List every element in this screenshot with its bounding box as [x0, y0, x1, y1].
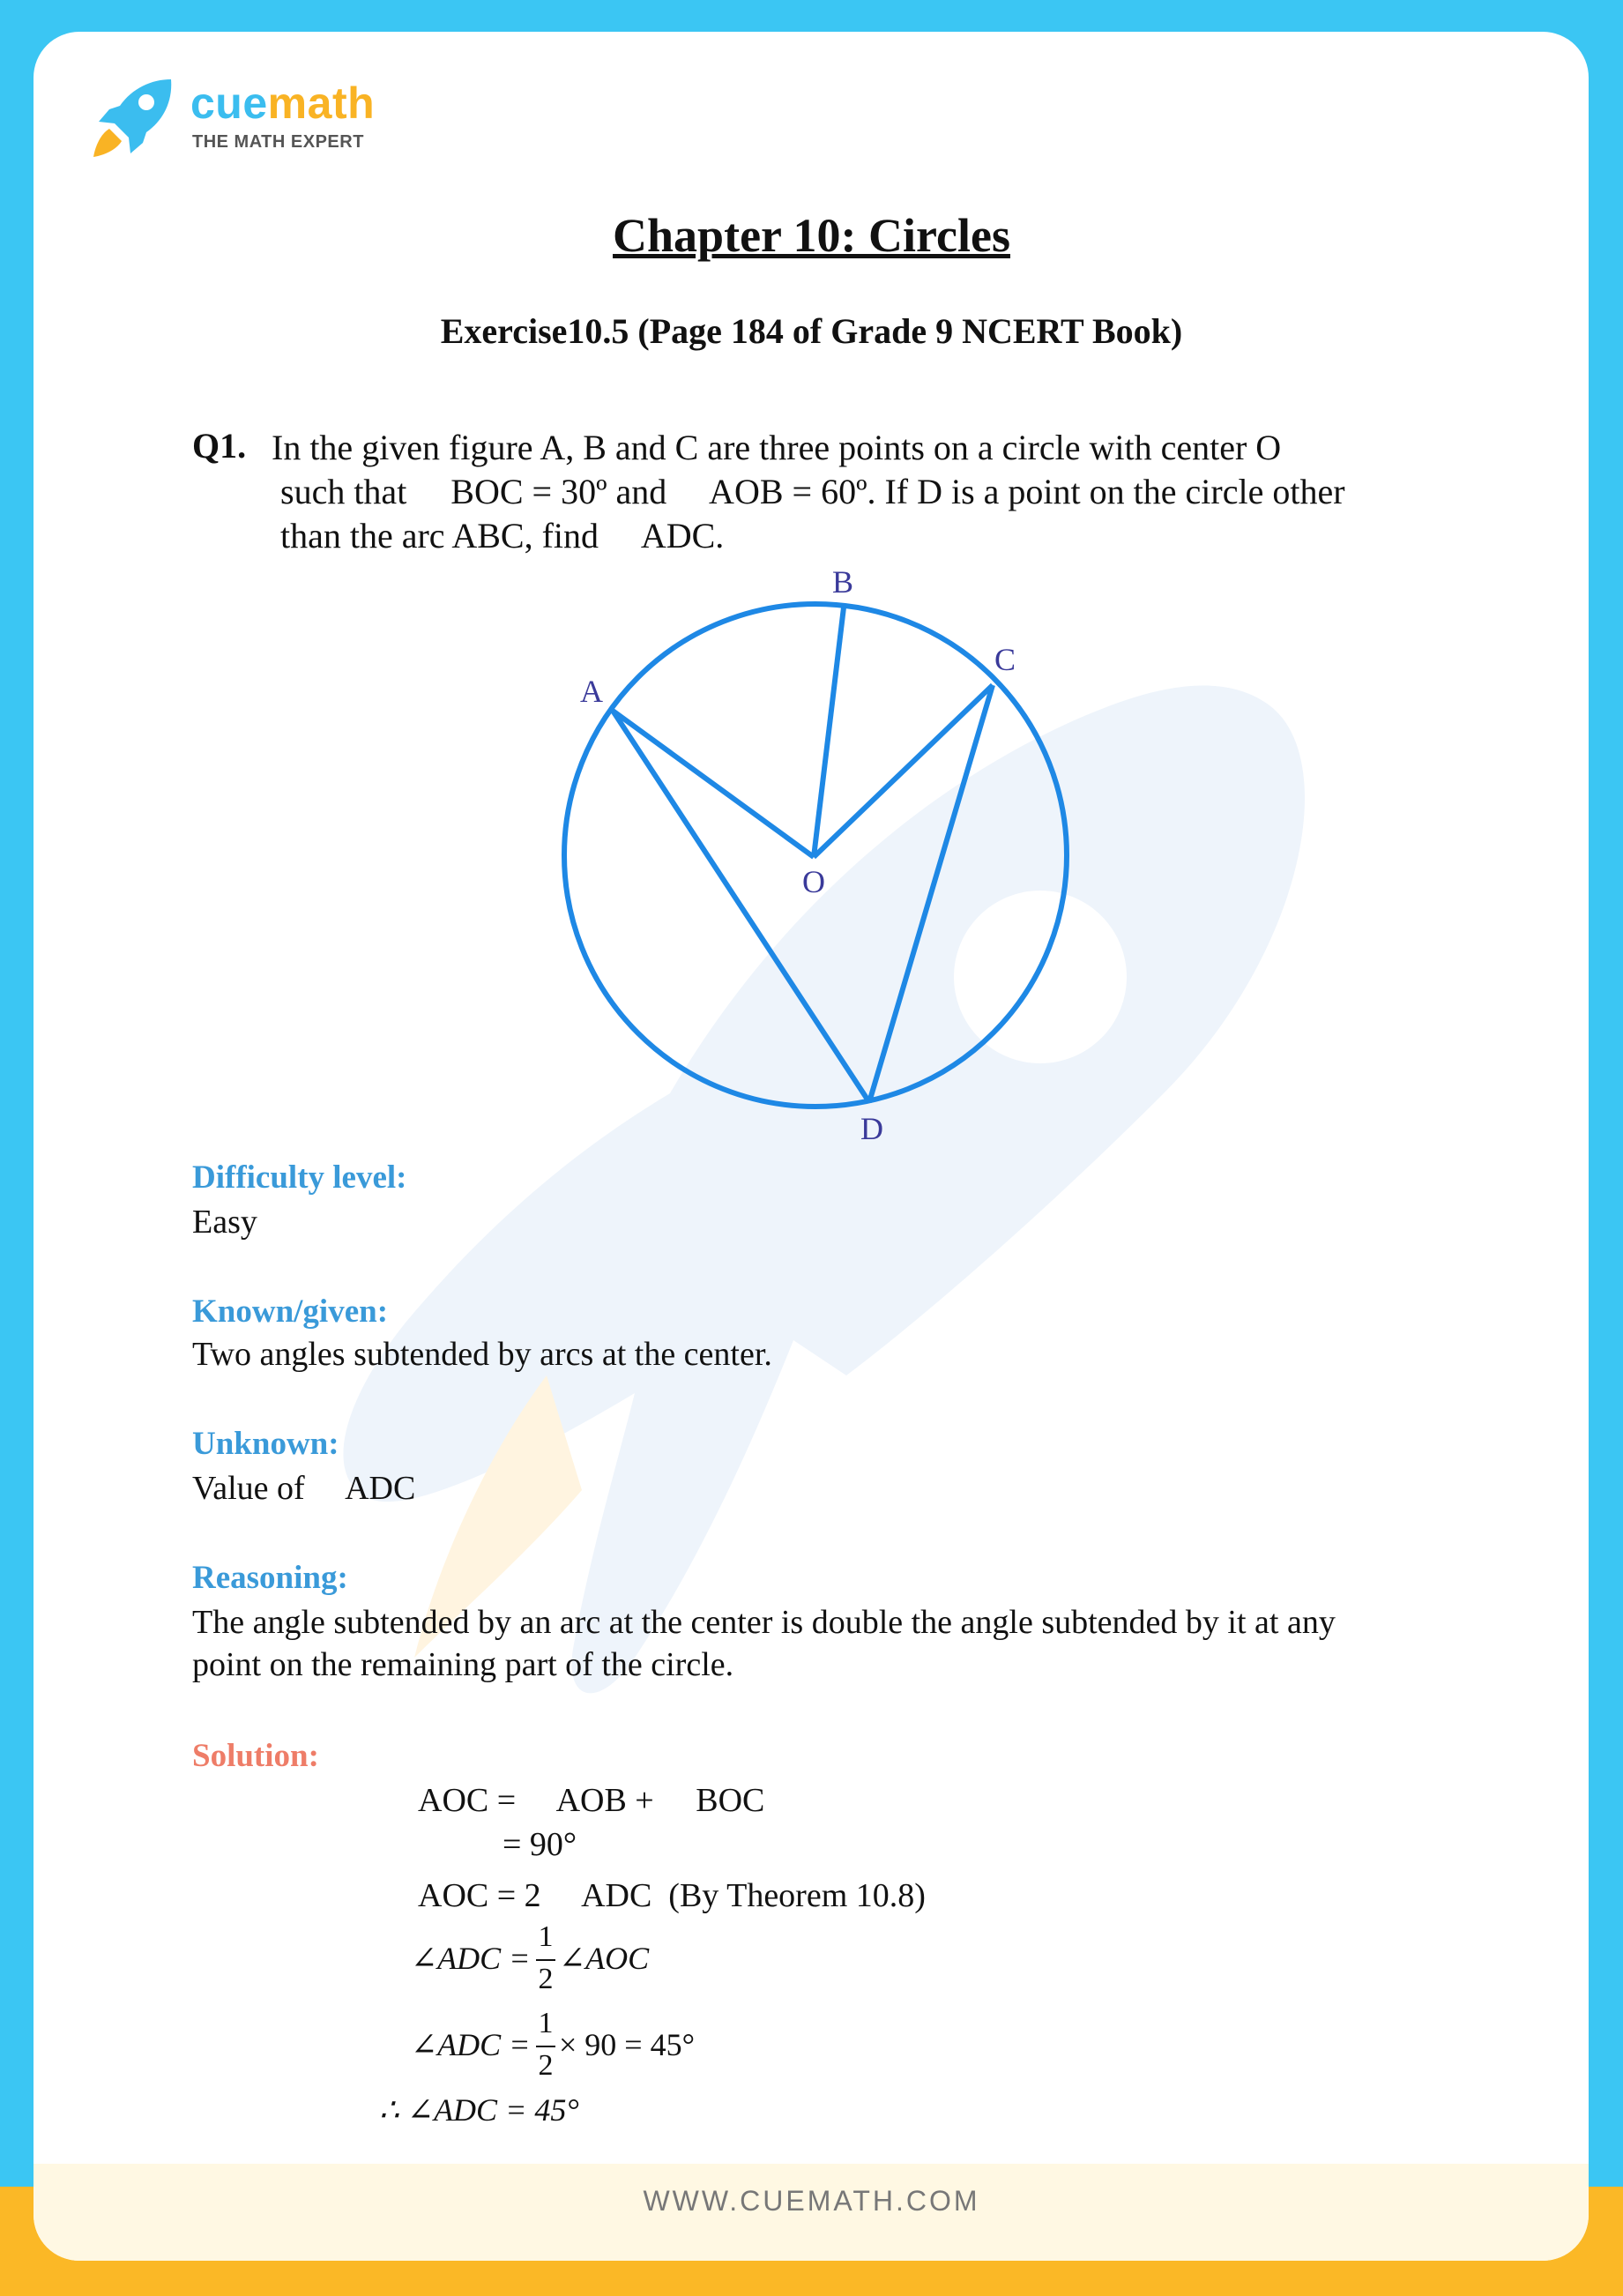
unknown-heading: Unknown: — [192, 1426, 339, 1462]
point-label-D: D — [860, 1111, 883, 1146]
fraction-2-numerator: 1 — [538, 2007, 554, 2039]
brand-tagline: THE MATH EXPERT — [192, 132, 364, 152]
solution-line-5-right: × 90 = 45° — [559, 2027, 696, 2062]
solution-heading: Solution: — [192, 1738, 319, 1774]
fraction-1-numerator: 1 — [538, 1920, 554, 1953]
reasoning-line-1: The angle subtended by an arc at the center is double the angle subtended by it at any — [192, 1604, 1336, 1641]
fraction-1-bar — [536, 1959, 555, 1961]
brand-wordmark-cue: cue — [190, 78, 268, 128]
reasoning-line-2: point on the remaining part of the circle. — [192, 1646, 734, 1683]
solution-line-3: AOC = 2 ADC (By Theorem 10.8) — [418, 1877, 926, 1914]
known-heading: Known/given: — [192, 1293, 389, 1330]
known-text: Two angles subtended by arcs at the center. — [192, 1336, 772, 1373]
fraction-2-denominator: 2 — [538, 2049, 554, 2082]
solution-line-6: ∴ ∠ADC = 45° — [379, 2092, 579, 2128]
cuemath-rocket-logo-icon — [90, 76, 178, 160]
segment-OB — [814, 608, 844, 857]
exercise-title: Exercise10.5 (Page 184 of Grade 9 NCERT Book) — [440, 311, 1183, 351]
reasoning-heading: Reasoning: — [192, 1560, 348, 1596]
difficulty-text: Easy — [192, 1204, 257, 1241]
brand-wordmark — [190, 78, 375, 129]
point-label-A: A — [580, 674, 603, 709]
circle-figure — [529, 555, 1093, 1155]
segment-OA — [613, 711, 814, 857]
point-label-O: O — [802, 864, 825, 899]
question-line-3: than the arc ABC, find ADC. — [280, 516, 725, 555]
fraction-2-bar — [536, 2046, 555, 2047]
footer-url: WWW.CUEMATH.COM — [643, 2185, 980, 2217]
fraction-1-denominator: 2 — [538, 1963, 554, 1995]
chapter-title: Chapter 10: Circles — [613, 209, 1010, 262]
point-label-C: C — [994, 642, 1016, 677]
point-label-B: B — [832, 564, 854, 600]
solution-line-4-left: ∠ADC = — [411, 1941, 531, 1976]
solution-line-4-right: ∠AOC — [559, 1941, 650, 1976]
question-line-1: In the given figure A, B and C are three points on a circle with center O — [272, 428, 1282, 467]
difficulty-heading: Difficulty level: — [192, 1159, 407, 1196]
question-label: Q1. — [192, 426, 247, 466]
solution-line-5-left: ∠ADC = — [411, 2027, 531, 2062]
unknown-text: Value of ADC — [192, 1470, 416, 1507]
solution-line-2: = 90° — [503, 1826, 577, 1863]
brand-wordmark-math: math — [267, 78, 376, 128]
question-line-2: such that BOC = 30º and AOB = 60º. If D is a point on the circle other — [280, 472, 1345, 511]
solution-line-1: AOC = AOB + BOC — [418, 1782, 765, 1819]
